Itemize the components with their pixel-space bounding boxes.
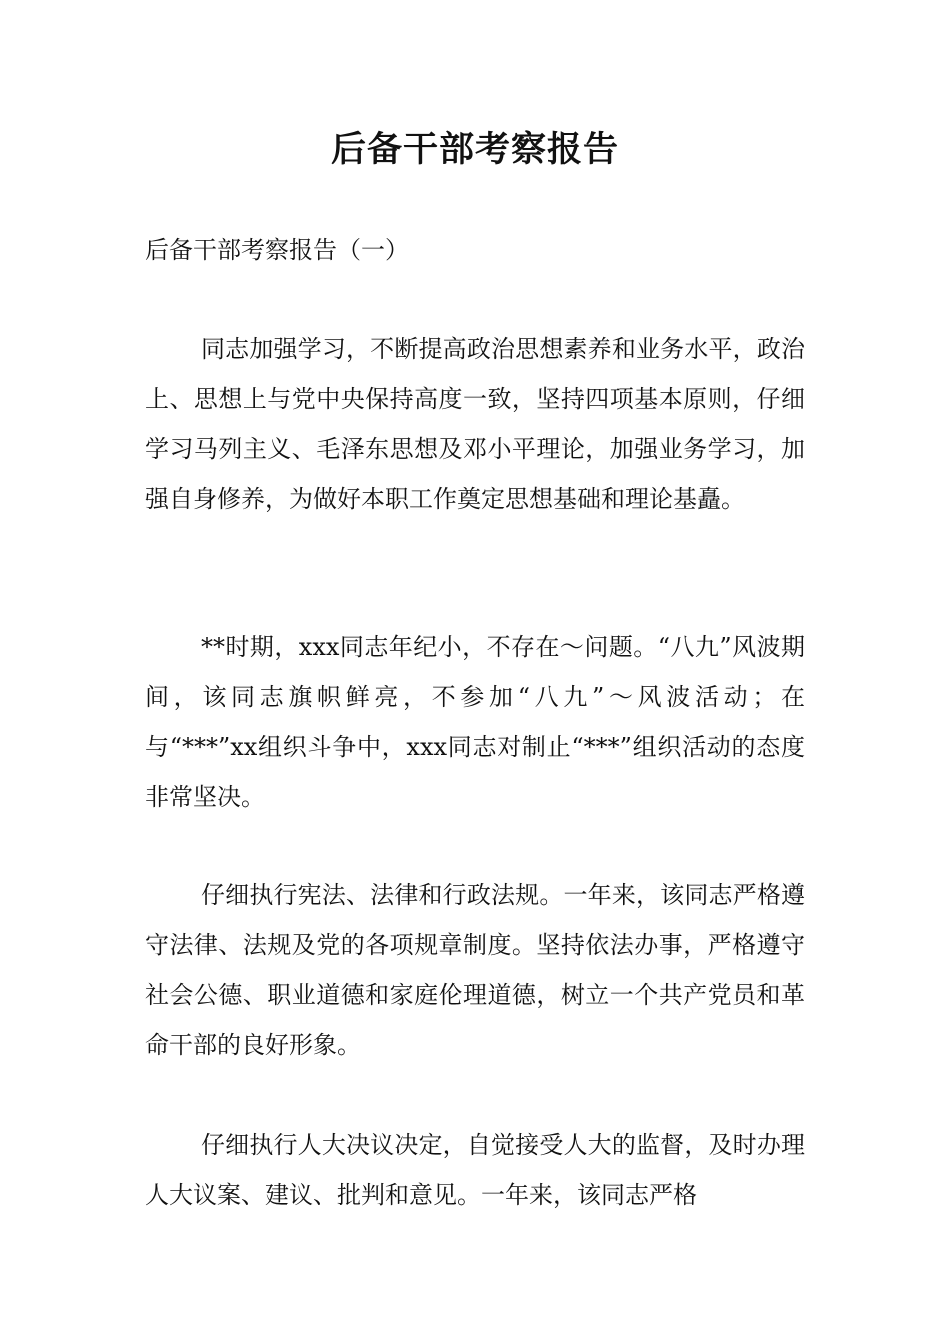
body-paragraph: 同志加强学习，不断提高政治思想素养和业务水平，政治上、思想上与党中央保持高度一致，坚持四项基本原则，仔细学习马列主义、毛泽东思想及邓小平理论，加强业务学习，加强自身修养，为做好本职工作奠定思想基础和理论基矗。 <box>145 335 805 513</box>
document-title: 后备干部考察报告 <box>330 130 619 170</box>
body-paragraph: 仔细执行宪法、法律和行政法规。一年来，该同志严格遵守法律、法规及党的各项规章制度。坚持依法办事，严格遵守社会公德、职业道德和家庭伦理道德，树立一个共产党员和革命干部的良好形象。 <box>145 881 805 1059</box>
section-subtitle: 后备干部考察报告（一） <box>145 236 409 264</box>
body-paragraph: **时期，xxx同志年纪小，不存在～问题。“八九”风波期间，该同志旗帜鲜亮，不参加“八九”～风波活动；在与“***”xx组织斗争中，xxx同志对制止“***”组织活动的态度非常坚决。 <box>145 633 805 811</box>
body-paragraph: 仔细执行人大决议决定，自觉接受人大的监督，及时办理人大议案、建议、批判和意见。一年来，该同志严格 <box>145 1131 805 1209</box>
